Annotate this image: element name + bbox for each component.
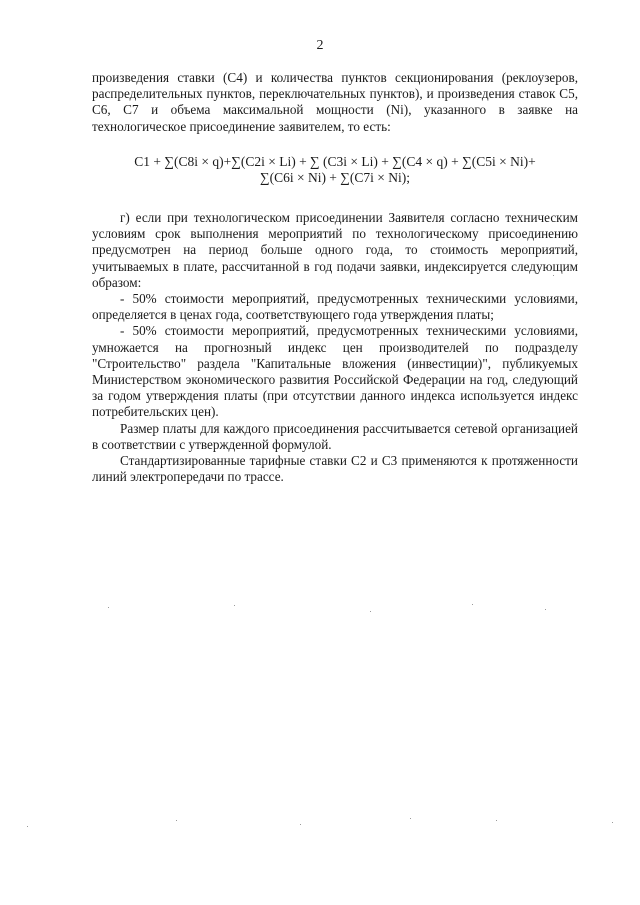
scan-speck — [370, 611, 371, 612]
scan-speck — [472, 604, 473, 605]
scan-speck — [545, 609, 546, 610]
tariff-formula — [92, 154, 578, 186]
scan-speck — [300, 824, 301, 825]
intro-paragraph-block — [92, 70, 578, 135]
scan-speck — [234, 605, 235, 606]
paragraph-payment-size: Размер платы для каждого присоединения рассчитывается сетевой организацией в соответствии с утвержденной формулой. — [92, 420, 578, 452]
bullet-item-1: - 50% стоимости мероприятий, предусмотренных техническими условиями, определяется в ценах года, соответствующего года утверждения платы; — [92, 291, 578, 323]
main-text-block — [92, 210, 578, 485]
scan-speck — [496, 820, 497, 821]
intro-paragraph: произведения ставки (С4) и количества пунктов секционирования (реклоузеров, распределительных пунктов, переключательных пунктов), и произведения ставок С5, С6, С7 и объема максимальной мощности (Ni), указанного в заявке на технологическое присоединение заявителем, то есть: — [92, 70, 578, 134]
formula-line-1: C1 + ∑(C8i × q)+∑(C2i × Li) + ∑ (C3i × Li) + ∑(C4 × q) + ∑(C5i × Ni)+ — [134, 154, 536, 169]
scan-speck — [108, 607, 109, 608]
scan-speck — [553, 275, 554, 276]
page-number: 2 — [316, 38, 324, 53]
scan-speck — [410, 818, 411, 819]
paragraph-g: г) если при технологическом присоединении Заявителя согласно техническим условиям срок выполнения мероприятий по технологическому присоединению предусмотрен на период больше одного года, то стоимость мероприятий, учитываемых в плате, рассчитанной в год подачи заявки, индексируется следующим образом: — [92, 210, 578, 290]
scan-speck — [612, 822, 613, 823]
paragraph-standard-rates: Стандартизированные тарифные ставки С2 и С3 применяются к протяженности линий электропередачи по трассе. — [92, 453, 578, 485]
bullet-item-2: - 50% стоимости мероприятий, предусмотренных техническими условиями, умножается на прогнозный индекс цен производителей по подразделу "Строительство" раздела "Капитальные вложения (инвестиции)", публикуемых Министерством экономического развития Российской Федерации на год, следующий за годом утверждения платы (при отсутствии данного индекса используется индекс потребительских цен). — [92, 323, 578, 420]
formula-line-2: ∑(C6i × Ni) + ∑(C7i × Ni); — [259, 170, 411, 185]
scan-speck — [27, 826, 28, 827]
scan-speck — [176, 820, 177, 821]
